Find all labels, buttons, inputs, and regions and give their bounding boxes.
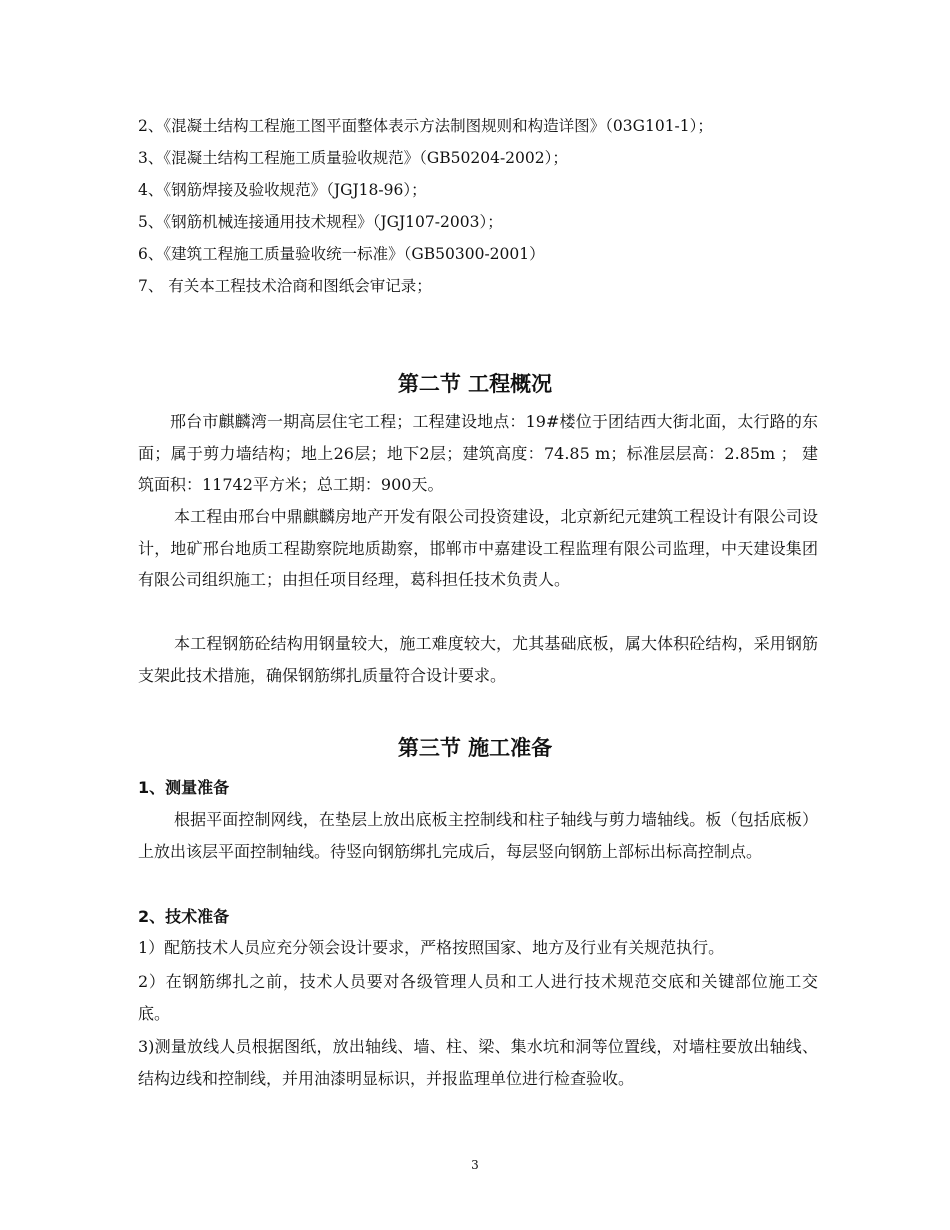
- list-item: 2）在钢筋绑扎之前，技术人员要对各级管理人员和工人进行技术规范交底和关键部位施工交底。: [138, 972, 818, 1023]
- reference-item: 7、 有关本工程技术洽商和图纸会审记录；: [138, 277, 432, 295]
- paragraph: 邢台市麒麟湾一期高层住宅工程；工程建设地点：19#楼位于团结西大街北面，太行路的东面；属于剪力墙结构；地上26层；地下2层；建筑高度：74.85 m；标准层层高：2.85m ； 建筑面积：11742平方米；总工期：900天。: [138, 412, 818, 494]
- reference-item: 6、《建筑工程施工质量验收统一标准》（GB50300-2001）: [138, 245, 545, 263]
- reference-item: 5、《钢筋机械连接通用技术规程》（JGJ107-2003）；: [138, 213, 503, 231]
- section-title: 第二节 工程概况: [397, 372, 553, 396]
- reference-item: 2、《混凝土结构工程施工图平面整体表示方法制图规则和构造详图》（03G101-1）；: [138, 117, 713, 135]
- subsection-title: 2、技术准备: [138, 907, 230, 926]
- list-item: 1）配筋技术人员应充分领会设计要求，严格按照国家、地方及行业有关规范执行。: [138, 938, 725, 957]
- list-item: 3)测量放线人员根据图纸，放出轴线、墙、柱、梁、集水坑和洞等位置线，对墙柱要放出轴线、结构边线和控制线，并用油漆明显标识，并报监理单位进行检查验收。: [138, 1037, 818, 1088]
- page-number: 3: [471, 1158, 479, 1172]
- paragraph: 根据平面控制网线，在垫层上放出底板主控制线和柱子轴线与剪力墙轴线。板（包括底板）上放出该层平面控制轴线。待竖向钢筋绑扎完成后，每层竖向钢筋上部标出标高控制点。: [138, 810, 818, 861]
- subsection-title: 1、测量准备: [138, 778, 230, 797]
- reference-item: 4、《钢筋焊接及验收规范》（JGJ18-96）；: [138, 181, 427, 199]
- paragraph: 本工程由邢台中鼎麒麟房地产开发有限公司投资建设，北京新纪元建筑工程设计有限公司设计，地矿邢台地质工程勘察院地质勘察，邯郸市中嘉建设工程监理有限公司监理，中天建设集团有限公司组织施工；由担任项目经理，葛科担任技术负责人。: [138, 507, 818, 589]
- paragraph: 本工程钢筋砼结构用钢量较大，施工难度较大，尤其基础底板，属大体积砼结构，采用钢筋支架此技术措施，确保钢筋绑扎质量符合设计要求。: [138, 634, 818, 685]
- section-title: 第三节 施工准备: [397, 736, 553, 760]
- reference-item: 3、《混凝土结构工程施工质量验收规范》（GB50204-2002）；: [138, 149, 568, 167]
